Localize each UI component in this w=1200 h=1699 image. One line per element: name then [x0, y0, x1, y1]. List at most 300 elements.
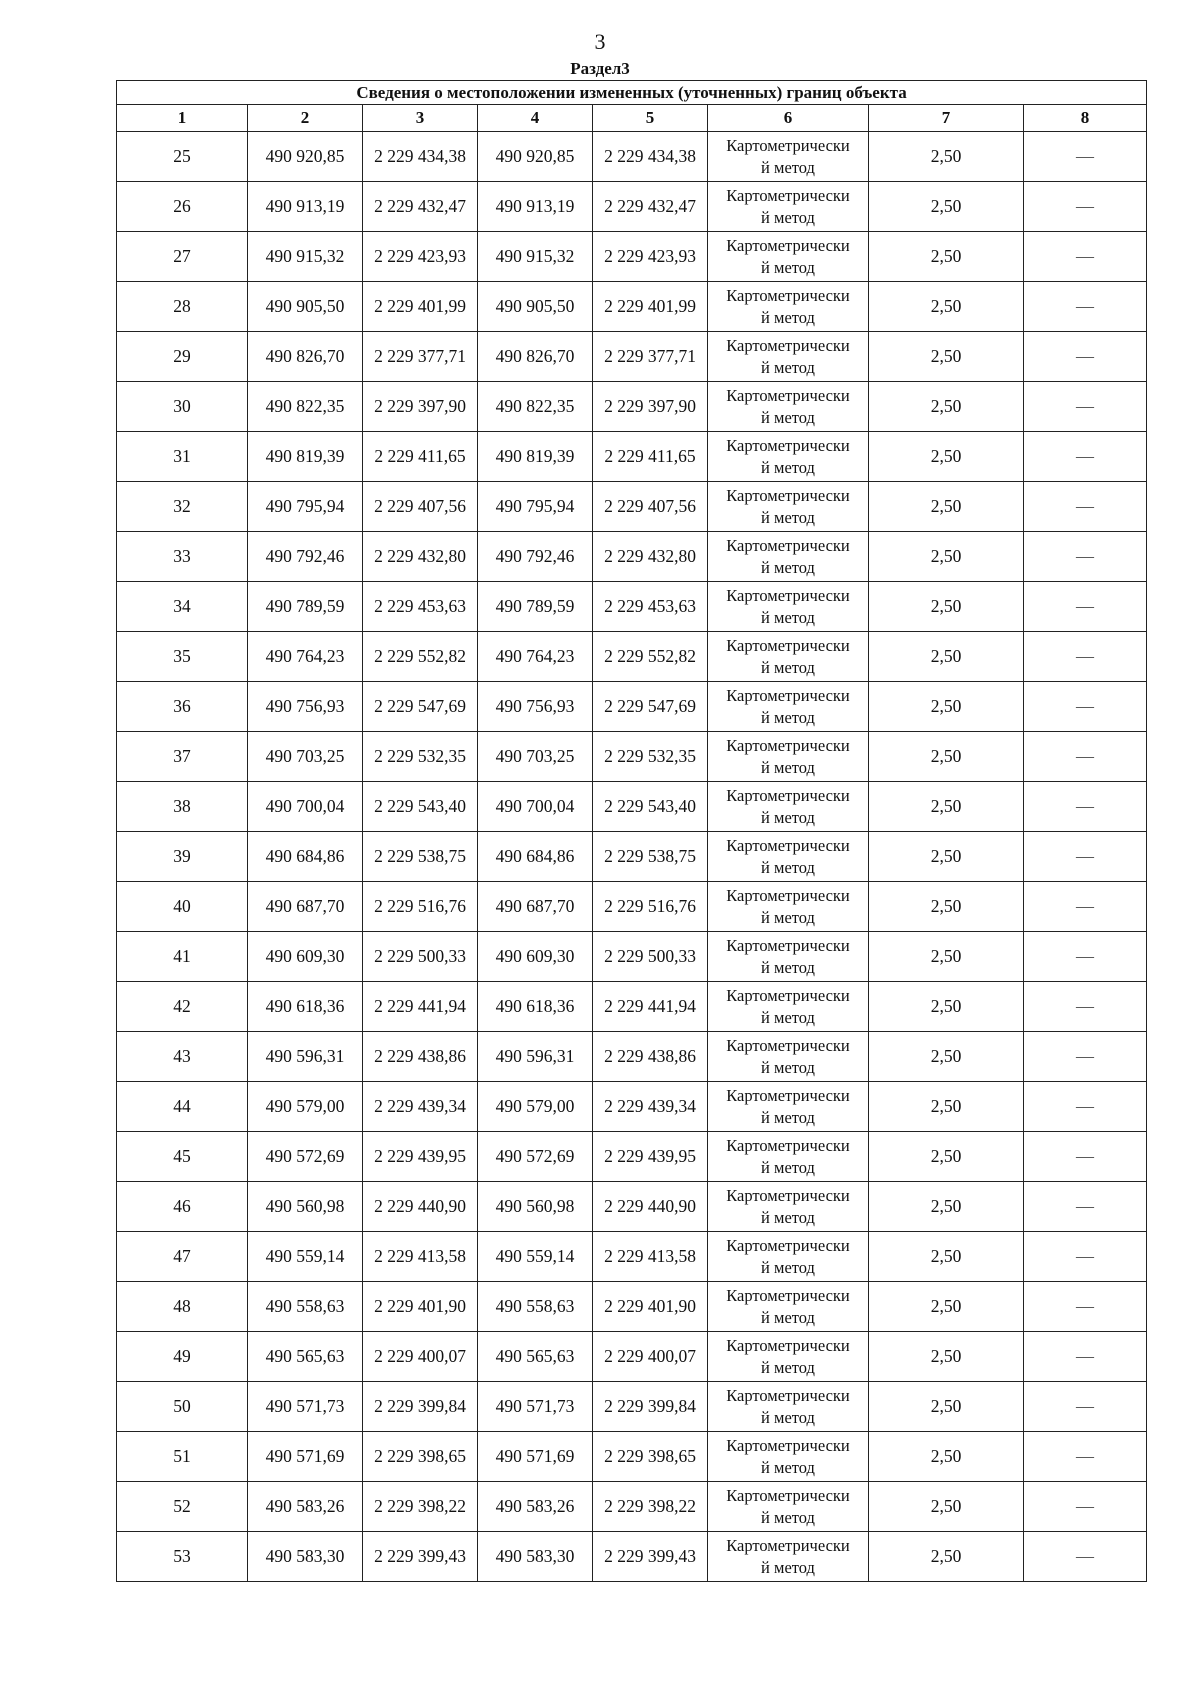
table-row	[117, 1482, 1147, 1532]
cell-y-coordinate-old: 2 229 411,65	[363, 432, 478, 482]
method-line-2: й метод	[761, 1257, 815, 1277]
cell-method	[708, 1182, 869, 1232]
cell-y-coordinate-new: 2 229 453,63	[593, 582, 708, 632]
cell-x-coordinate-new: 490 572,69	[478, 1132, 593, 1182]
column-number-1: 1	[117, 105, 248, 132]
cell-point-number: 28	[117, 282, 248, 332]
cell-x-coordinate-new: 490 579,00	[478, 1082, 593, 1132]
cell-note: —	[1024, 1282, 1147, 1332]
cell-y-coordinate-new: 2 229 398,22	[593, 1482, 708, 1532]
cell-method	[708, 132, 869, 182]
cell-y-coordinate-new: 2 229 532,35	[593, 732, 708, 782]
cell-method	[708, 982, 869, 1032]
table-row	[117, 1332, 1147, 1382]
method-line-2: й метод	[761, 607, 815, 627]
cell-method	[708, 832, 869, 882]
cell-x-coordinate-old: 490 756,93	[248, 682, 363, 732]
cell-accuracy: 2,50	[869, 1232, 1024, 1282]
cell-note: —	[1024, 282, 1147, 332]
cell-x-coordinate-new: 490 789,59	[478, 582, 593, 632]
cell-point-number: 46	[117, 1182, 248, 1232]
cell-y-coordinate-old: 2 229 377,71	[363, 332, 478, 382]
cell-accuracy: 2,50	[869, 132, 1024, 182]
cell-y-coordinate-old: 2 229 401,90	[363, 1282, 478, 1332]
method-line-1: Картометрически	[726, 735, 850, 755]
cell-accuracy: 2,50	[869, 632, 1024, 682]
cell-y-coordinate-old: 2 229 413,58	[363, 1232, 478, 1282]
table-row	[117, 332, 1147, 382]
cell-x-coordinate-new: 490 618,36	[478, 982, 593, 1032]
method-line-2: й метод	[761, 307, 815, 327]
method-line-1: Картометрически	[726, 1485, 850, 1505]
boundary-coordinates-table	[116, 80, 1147, 1582]
cell-y-coordinate-old: 2 229 399,84	[363, 1382, 478, 1432]
method-line-2: й метод	[761, 1207, 815, 1227]
method-line-1: Картометрически	[726, 985, 850, 1005]
cell-note: —	[1024, 982, 1147, 1032]
cell-method	[708, 582, 869, 632]
table-row	[117, 932, 1147, 982]
cell-x-coordinate-old: 490 571,73	[248, 1382, 363, 1432]
column-number-8: 8	[1024, 105, 1147, 132]
cell-y-coordinate-old: 2 229 432,47	[363, 182, 478, 232]
cell-note: —	[1024, 882, 1147, 932]
cell-y-coordinate-old: 2 229 500,33	[363, 932, 478, 982]
method-line-1: Картометрически	[726, 185, 850, 205]
cell-note: —	[1024, 232, 1147, 282]
cell-point-number: 48	[117, 1282, 248, 1332]
method-line-2: й метод	[761, 1407, 815, 1427]
cell-y-coordinate-old: 2 229 438,86	[363, 1032, 478, 1082]
cell-accuracy: 2,50	[869, 1032, 1024, 1082]
cell-accuracy: 2,50	[869, 182, 1024, 232]
cell-point-number: 36	[117, 682, 248, 732]
cell-x-coordinate-new: 490 703,25	[478, 732, 593, 782]
cell-y-coordinate-new: 2 229 516,76	[593, 882, 708, 932]
cell-accuracy: 2,50	[869, 1132, 1024, 1182]
cell-y-coordinate-old: 2 229 439,95	[363, 1132, 478, 1182]
table-row	[117, 1532, 1147, 1582]
cell-point-number: 39	[117, 832, 248, 882]
table-row	[117, 1382, 1147, 1432]
cell-x-coordinate-old: 490 789,59	[248, 582, 363, 632]
method-line-2: й метод	[761, 1107, 815, 1127]
cell-method	[708, 782, 869, 832]
cell-accuracy: 2,50	[869, 582, 1024, 632]
method-line-2: й метод	[761, 657, 815, 677]
table-row	[117, 732, 1147, 782]
cell-x-coordinate-new: 490 596,31	[478, 1032, 593, 1082]
cell-point-number: 30	[117, 382, 248, 432]
cell-accuracy: 2,50	[869, 532, 1024, 582]
method-line-1: Картометрически	[726, 1535, 850, 1555]
cell-y-coordinate-new: 2 229 500,33	[593, 932, 708, 982]
method-line-1: Картометрически	[726, 1035, 850, 1055]
column-number-4: 4	[478, 105, 593, 132]
cell-y-coordinate-old: 2 229 400,07	[363, 1332, 478, 1382]
cell-accuracy: 2,50	[869, 232, 1024, 282]
table-body	[117, 132, 1147, 1582]
table-row	[117, 1082, 1147, 1132]
cell-point-number: 38	[117, 782, 248, 832]
cell-note: —	[1024, 432, 1147, 482]
cell-point-number: 53	[117, 1532, 248, 1582]
cell-note: —	[1024, 332, 1147, 382]
cell-x-coordinate-old: 490 583,30	[248, 1532, 363, 1582]
table-row	[117, 1132, 1147, 1182]
cell-y-coordinate-new: 2 229 439,34	[593, 1082, 708, 1132]
cell-method	[708, 182, 869, 232]
cell-y-coordinate-old: 2 229 552,82	[363, 632, 478, 682]
cell-y-coordinate-old: 2 229 543,40	[363, 782, 478, 832]
column-number-3: 3	[363, 105, 478, 132]
cell-accuracy: 2,50	[869, 432, 1024, 482]
method-line-2: й метод	[761, 957, 815, 977]
cell-y-coordinate-new: 2 229 434,38	[593, 132, 708, 182]
cell-point-number: 26	[117, 182, 248, 232]
cell-note: —	[1024, 1182, 1147, 1232]
table-row	[117, 482, 1147, 532]
cell-note: —	[1024, 532, 1147, 582]
cell-x-coordinate-old: 490 703,25	[248, 732, 363, 782]
cell-x-coordinate-old: 490 558,63	[248, 1282, 363, 1332]
cell-y-coordinate-new: 2 229 432,80	[593, 532, 708, 582]
cell-x-coordinate-old: 490 565,63	[248, 1332, 363, 1382]
cell-method	[708, 432, 869, 482]
cell-y-coordinate-old: 2 229 547,69	[363, 682, 478, 732]
cell-y-coordinate-new: 2 229 398,65	[593, 1432, 708, 1482]
method-line-1: Картометрически	[726, 1085, 850, 1105]
column-number-6: 6	[708, 105, 869, 132]
cell-x-coordinate-old: 490 684,86	[248, 832, 363, 882]
cell-x-coordinate-old: 490 559,14	[248, 1232, 363, 1282]
cell-point-number: 52	[117, 1482, 248, 1532]
cell-y-coordinate-old: 2 229 538,75	[363, 832, 478, 882]
cell-x-coordinate-new: 490 822,35	[478, 382, 593, 432]
cell-y-coordinate-new: 2 229 400,07	[593, 1332, 708, 1382]
table-row	[117, 582, 1147, 632]
cell-y-coordinate-new: 2 229 543,40	[593, 782, 708, 832]
cell-x-coordinate-new: 490 559,14	[478, 1232, 593, 1282]
method-line-2: й метод	[761, 407, 815, 427]
cell-point-number: 45	[117, 1132, 248, 1182]
cell-method	[708, 1082, 869, 1132]
cell-method	[708, 1382, 869, 1432]
cell-point-number: 49	[117, 1332, 248, 1382]
method-line-2: й метод	[761, 907, 815, 927]
cell-method	[708, 1432, 869, 1482]
method-line-2: й метод	[761, 857, 815, 877]
method-line-2: й метод	[761, 207, 815, 227]
cell-y-coordinate-old: 2 229 401,99	[363, 282, 478, 332]
method-line-1: Картометрически	[726, 835, 850, 855]
cell-y-coordinate-new: 2 229 432,47	[593, 182, 708, 232]
cell-accuracy: 2,50	[869, 1382, 1024, 1432]
method-line-2: й метод	[761, 157, 815, 177]
cell-x-coordinate-new: 490 915,32	[478, 232, 593, 282]
method-line-1: Картометрически	[726, 435, 850, 455]
cell-y-coordinate-new: 2 229 407,56	[593, 482, 708, 532]
cell-point-number: 32	[117, 482, 248, 532]
method-line-1: Картометрически	[726, 635, 850, 655]
cell-y-coordinate-new: 2 229 413,58	[593, 1232, 708, 1282]
method-line-1: Картометрически	[726, 935, 850, 955]
cell-accuracy: 2,50	[869, 1432, 1024, 1482]
method-line-1: Картометрически	[726, 785, 850, 805]
cell-x-coordinate-new: 490 560,98	[478, 1182, 593, 1232]
method-line-1: Картометрически	[726, 235, 850, 255]
cell-y-coordinate-old: 2 229 398,65	[363, 1432, 478, 1482]
cell-point-number: 29	[117, 332, 248, 382]
cell-y-coordinate-old: 2 229 516,76	[363, 882, 478, 932]
table-row	[117, 832, 1147, 882]
cell-x-coordinate-new: 490 583,30	[478, 1532, 593, 1582]
table-row	[117, 182, 1147, 232]
cell-x-coordinate-old: 490 572,69	[248, 1132, 363, 1182]
table-row	[117, 1282, 1147, 1332]
cell-point-number: 42	[117, 982, 248, 1032]
cell-point-number: 50	[117, 1382, 248, 1432]
cell-note: —	[1024, 1382, 1147, 1432]
method-line-2: й метод	[761, 457, 815, 477]
table-row	[117, 1432, 1147, 1482]
column-number-row	[117, 105, 1147, 132]
cell-y-coordinate-old: 2 229 407,56	[363, 482, 478, 532]
cell-x-coordinate-new: 490 826,70	[478, 332, 593, 382]
cell-method	[708, 232, 869, 282]
cell-x-coordinate-new: 490 819,39	[478, 432, 593, 482]
cell-note: —	[1024, 132, 1147, 182]
page-number: 3	[594, 29, 606, 54]
cell-y-coordinate-new: 2 229 439,95	[593, 1132, 708, 1182]
table-row	[117, 282, 1147, 332]
cell-x-coordinate-old: 490 826,70	[248, 332, 363, 382]
cell-y-coordinate-old: 2 229 432,80	[363, 532, 478, 582]
cell-y-coordinate-old: 2 229 399,43	[363, 1532, 478, 1582]
cell-note: —	[1024, 1232, 1147, 1282]
method-line-2: й метод	[761, 557, 815, 577]
cell-note: —	[1024, 832, 1147, 882]
cell-y-coordinate-new: 2 229 397,90	[593, 382, 708, 432]
cell-accuracy: 2,50	[869, 482, 1024, 532]
cell-accuracy: 2,50	[869, 932, 1024, 982]
cell-point-number: 47	[117, 1232, 248, 1282]
method-line-2: й метод	[761, 507, 815, 527]
cell-y-coordinate-new: 2 229 438,86	[593, 1032, 708, 1082]
cell-point-number: 35	[117, 632, 248, 682]
cell-x-coordinate-old: 490 579,00	[248, 1082, 363, 1132]
cell-method	[708, 632, 869, 682]
table-row	[117, 982, 1147, 1032]
method-line-1: Картометрически	[726, 1235, 850, 1255]
cell-method	[708, 532, 869, 582]
method-line-1: Картометрически	[726, 685, 850, 705]
cell-accuracy: 2,50	[869, 1282, 1024, 1332]
cell-method	[708, 382, 869, 432]
cell-x-coordinate-old: 490 819,39	[248, 432, 363, 482]
cell-x-coordinate-old: 490 583,26	[248, 1482, 363, 1532]
cell-x-coordinate-new: 490 700,04	[478, 782, 593, 832]
column-number-2: 2	[248, 105, 363, 132]
cell-note: —	[1024, 782, 1147, 832]
column-number-5: 5	[593, 105, 708, 132]
cell-note: —	[1024, 932, 1147, 982]
cell-method	[708, 282, 869, 332]
cell-accuracy: 2,50	[869, 982, 1024, 1032]
cell-y-coordinate-old: 2 229 423,93	[363, 232, 478, 282]
cell-method	[708, 1482, 869, 1532]
cell-y-coordinate-new: 2 229 538,75	[593, 832, 708, 882]
cell-note: —	[1024, 182, 1147, 232]
table-row	[117, 782, 1147, 832]
table-row	[117, 132, 1147, 182]
cell-x-coordinate-new: 490 558,63	[478, 1282, 593, 1332]
cell-y-coordinate-old: 2 229 532,35	[363, 732, 478, 782]
table-row	[117, 882, 1147, 932]
table-row	[117, 232, 1147, 282]
cell-note: —	[1024, 1532, 1147, 1582]
cell-x-coordinate-new: 490 684,86	[478, 832, 593, 882]
cell-note: —	[1024, 1332, 1147, 1382]
cell-method	[708, 1232, 869, 1282]
cell-y-coordinate-new: 2 229 547,69	[593, 682, 708, 732]
method-line-2: й метод	[761, 1007, 815, 1027]
table-row	[117, 432, 1147, 482]
cell-point-number: 43	[117, 1032, 248, 1082]
table-row	[117, 1182, 1147, 1232]
cell-x-coordinate-old: 490 596,31	[248, 1032, 363, 1082]
method-line-2: й метод	[761, 757, 815, 777]
cell-note: —	[1024, 732, 1147, 782]
cell-x-coordinate-new: 490 571,69	[478, 1432, 593, 1482]
cell-accuracy: 2,50	[869, 1182, 1024, 1232]
cell-x-coordinate-old: 490 618,36	[248, 982, 363, 1032]
cell-point-number: 44	[117, 1082, 248, 1132]
cell-accuracy: 2,50	[869, 882, 1024, 932]
cell-y-coordinate-new: 2 229 377,71	[593, 332, 708, 382]
method-line-1: Картометрически	[726, 1435, 850, 1455]
table-row	[117, 382, 1147, 432]
cell-x-coordinate-new: 490 756,93	[478, 682, 593, 732]
cell-note: —	[1024, 1032, 1147, 1082]
cell-x-coordinate-old: 490 795,94	[248, 482, 363, 532]
cell-point-number: 25	[117, 132, 248, 182]
cell-y-coordinate-new: 2 229 401,90	[593, 1282, 708, 1332]
method-line-2: й метод	[761, 1457, 815, 1477]
cell-note: —	[1024, 632, 1147, 682]
method-line-2: й метод	[761, 1157, 815, 1177]
cell-accuracy: 2,50	[869, 282, 1024, 332]
cell-point-number: 27	[117, 232, 248, 282]
method-line-1: Картометрически	[726, 285, 850, 305]
method-line-2: й метод	[761, 707, 815, 727]
cell-accuracy: 2,50	[869, 332, 1024, 382]
cell-point-number: 41	[117, 932, 248, 982]
cell-method	[708, 332, 869, 382]
cell-y-coordinate-new: 2 229 441,94	[593, 982, 708, 1032]
cell-accuracy: 2,50	[869, 1482, 1024, 1532]
cell-method	[708, 1132, 869, 1182]
cell-note: —	[1024, 1132, 1147, 1182]
method-line-2: й метод	[761, 1507, 815, 1527]
cell-x-coordinate-new: 490 565,63	[478, 1332, 593, 1382]
section-title: Раздел3	[570, 59, 630, 78]
cell-x-coordinate-new: 490 609,30	[478, 932, 593, 982]
cell-x-coordinate-old: 490 571,69	[248, 1432, 363, 1482]
cell-point-number: 34	[117, 582, 248, 632]
cell-method	[708, 682, 869, 732]
cell-accuracy: 2,50	[869, 1082, 1024, 1132]
cell-x-coordinate-old: 490 792,46	[248, 532, 363, 582]
cell-x-coordinate-old: 490 700,04	[248, 782, 363, 832]
cell-y-coordinate-old: 2 229 439,34	[363, 1082, 478, 1132]
cell-x-coordinate-old: 490 764,23	[248, 632, 363, 682]
method-line-1: Картометрически	[726, 1385, 850, 1405]
cell-x-coordinate-new: 490 764,23	[478, 632, 593, 682]
table-row	[117, 532, 1147, 582]
method-line-1: Картометрически	[726, 135, 850, 155]
cell-note: —	[1024, 682, 1147, 732]
cell-method	[708, 1332, 869, 1382]
method-line-1: Картометрически	[726, 1185, 850, 1205]
cell-method	[708, 1032, 869, 1082]
cell-x-coordinate-new: 490 583,26	[478, 1482, 593, 1532]
cell-note: —	[1024, 1432, 1147, 1482]
cell-accuracy: 2,50	[869, 732, 1024, 782]
cell-x-coordinate-old: 490 915,32	[248, 232, 363, 282]
cell-point-number: 33	[117, 532, 248, 582]
cell-x-coordinate-old: 490 822,35	[248, 382, 363, 432]
cell-y-coordinate-old: 2 229 434,38	[363, 132, 478, 182]
method-line-1: Картометрически	[726, 1335, 850, 1355]
cell-method	[708, 732, 869, 782]
method-line-1: Картометрически	[726, 1135, 850, 1155]
table-row	[117, 1232, 1147, 1282]
cell-note: —	[1024, 482, 1147, 532]
cell-x-coordinate-old: 490 687,70	[248, 882, 363, 932]
cell-x-coordinate-old: 490 920,85	[248, 132, 363, 182]
method-line-1: Картометрически	[726, 335, 850, 355]
table-row	[117, 632, 1147, 682]
method-line-1: Картометрически	[726, 585, 850, 605]
cell-method	[708, 882, 869, 932]
cell-note: —	[1024, 1082, 1147, 1132]
cell-point-number: 31	[117, 432, 248, 482]
cell-x-coordinate-new: 490 913,19	[478, 182, 593, 232]
cell-y-coordinate-old: 2 229 398,22	[363, 1482, 478, 1532]
cell-accuracy: 2,50	[869, 1332, 1024, 1382]
cell-x-coordinate-new: 490 792,46	[478, 532, 593, 582]
cell-x-coordinate-new: 490 571,73	[478, 1382, 593, 1432]
method-line-1: Картометрически	[726, 485, 850, 505]
cell-x-coordinate-old: 490 560,98	[248, 1182, 363, 1232]
method-line-2: й метод	[761, 1057, 815, 1077]
table-row	[117, 682, 1147, 732]
cell-y-coordinate-old: 2 229 441,94	[363, 982, 478, 1032]
cell-y-coordinate-old: 2 229 440,90	[363, 1182, 478, 1232]
cell-y-coordinate-new: 2 229 411,65	[593, 432, 708, 482]
cell-point-number: 40	[117, 882, 248, 932]
cell-accuracy: 2,50	[869, 1532, 1024, 1582]
cell-y-coordinate-new: 2 229 399,84	[593, 1382, 708, 1432]
cell-x-coordinate-new: 490 920,85	[478, 132, 593, 182]
cell-y-coordinate-old: 2 229 397,90	[363, 382, 478, 432]
method-line-1: Картометрически	[726, 1285, 850, 1305]
cell-method	[708, 1282, 869, 1332]
cell-x-coordinate-old: 490 913,19	[248, 182, 363, 232]
cell-note: —	[1024, 582, 1147, 632]
method-line-2: й метод	[761, 257, 815, 277]
